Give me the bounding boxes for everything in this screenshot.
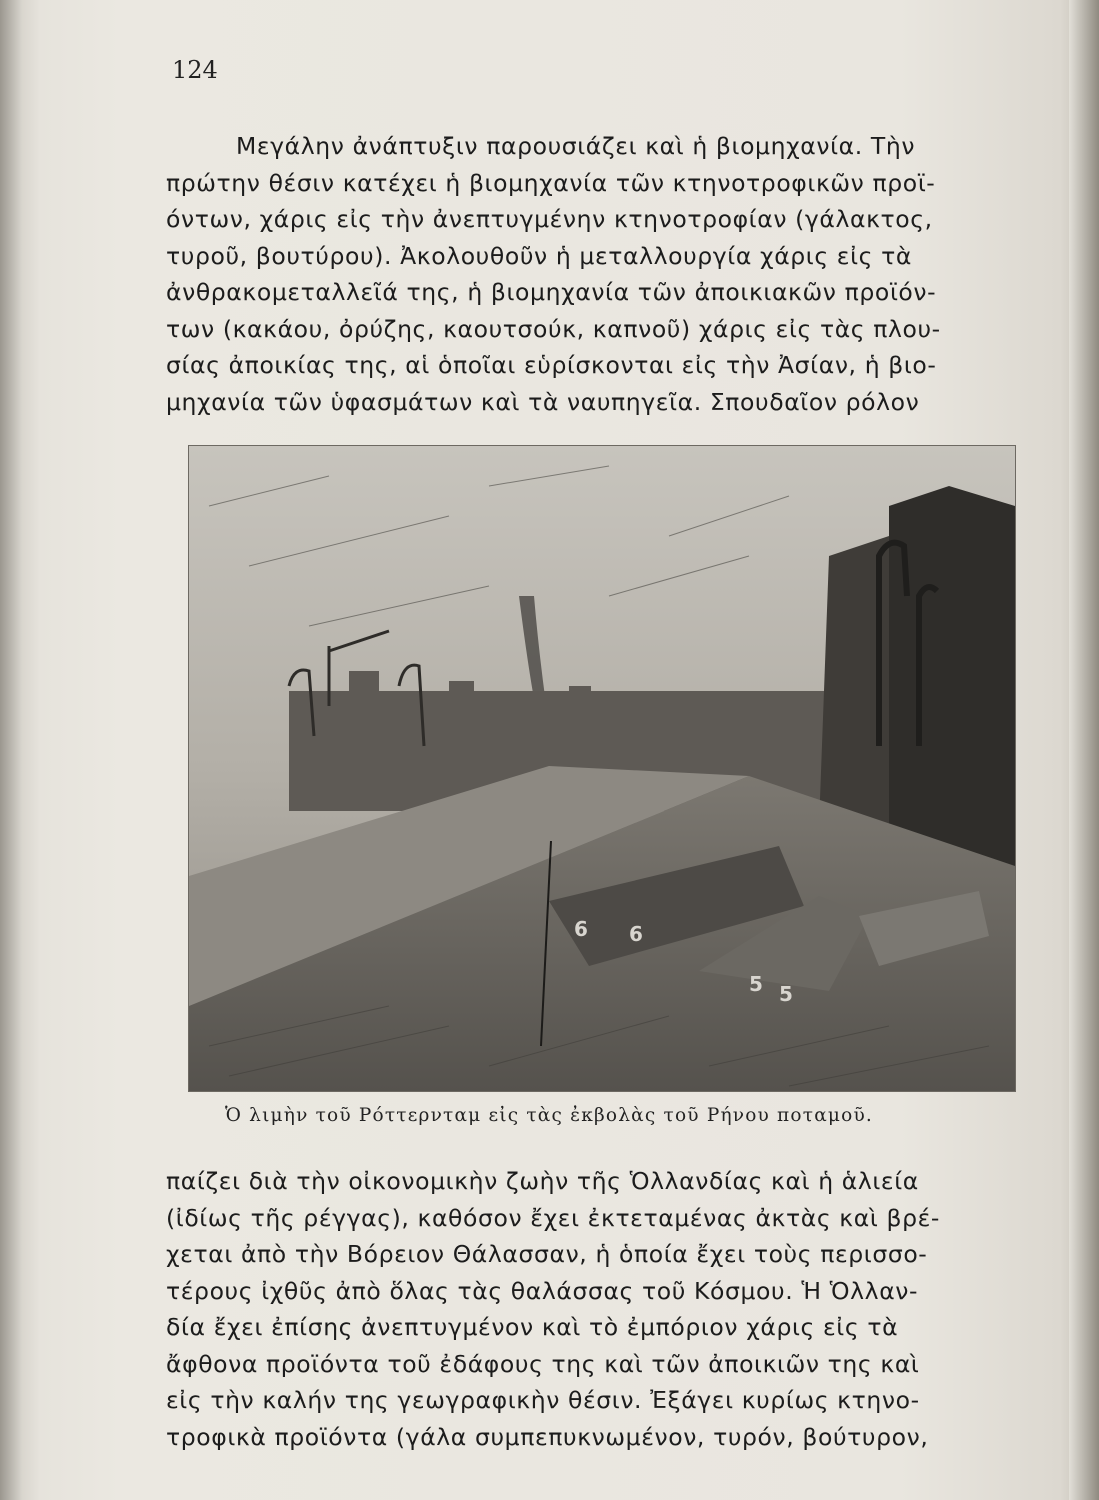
text-line: χεται ἀπὸ τὴν Βόρειον Θάλασσαν, ἡ ὁποία ἔχει τοὺς περισσο-: [166, 1240, 928, 1268]
text-line: όντων, χάρις εἰς τὴν ἀνεπτυγμένην κτηνοτροφίαν (γάλακτος,: [166, 205, 933, 233]
page-number: 124: [172, 56, 218, 84]
barge-number-5b: 5: [779, 982, 793, 1006]
text-line: τροφικὰ προϊόντα (γάλα συμπεπυκνωμένον, τυρόν, βούτυρον,: [166, 1422, 929, 1451]
text-line: τέρους ἰχθῦς ἀπὸ ὅλας τὰς θαλάσσας τοῦ Κόσμου. Ἡ Ὁλλαν-: [166, 1276, 919, 1305]
figure-caption: Ὁ λιμὴν τοῦ Ρόττερνταμ εἰς τὰς ἐκβολὰς τοῦ Ρήνου ποταμοῦ.: [225, 1105, 873, 1126]
text-line: σίας ἀποικίας της, αἱ ὁποῖαι εὑρίσκονται εἰς τὴν Ἀσίαν, ἡ βιο-: [166, 351, 937, 379]
text-line: τυροῦ, βουτύρου). Ἀκολουθοῦν ἡ μεταλλουργία χάρις εἰς τὰ: [166, 241, 912, 270]
text-line: εἰς τὴν καλήν της γεωγραφικὴν θέσιν. Ἐξάγει κυρίως κτηνο-: [166, 1386, 920, 1414]
text-line: των (κακάου, ὀρύζης, καουτσούκ, καπνοῦ) χάρις εἰς τὰς πλου-: [166, 314, 941, 343]
text-line: πρώτην θέσιν κατέχει ἡ βιομηχανία τῶν κτηνοτροφικῶν προϊ-: [166, 168, 936, 197]
rotterdam-harbor-photo: [188, 445, 1016, 1092]
page-edge-shadow: [1069, 0, 1099, 1500]
text-line: παίζει διὰ τὴν οἰκονομικὴν ζωὴν τῆς Ὁλλανδίας καὶ ἡ ἁλιεία: [166, 1167, 919, 1195]
paragraph-commerce: [166, 1163, 1070, 1455]
text-line: μηχανία τῶν ὑφασμάτων καὶ τὰ ναυπηγεῖα. Σπουδαῖον ρόλον: [166, 387, 920, 416]
barge-number-6a: 6: [574, 917, 588, 941]
barge-number-5a: 5: [749, 972, 763, 996]
paragraph-industry: [166, 128, 1070, 420]
text-line: ἀνθρακομεταλλεῖά της, ἡ βιομηχανία τῶν ἀποικιακῶν προϊόν-: [166, 278, 937, 306]
text-line: (ἰδίως τῆς ρέγγας), καθόσον ἔχει ἐκτεταμένας ἀκτὰς καὶ βρέ-: [166, 1203, 940, 1232]
barge-number-6b: 6: [629, 922, 643, 946]
text-line: ἄφθονα προϊόντα τοῦ ἐδάφους της καὶ τῶν ἀποικιῶν της καὶ: [166, 1349, 920, 1378]
text-line: δία ἔχει ἐπίσης ἀνεπτυγμένον καὶ τὸ ἐμπόριον χάρις εἰς τὰ: [166, 1313, 899, 1341]
text-line: Μεγάλην ἀνάπτυξιν παρουσιάζει καὶ ἡ βιομηχανία. Τὴν: [236, 132, 916, 160]
binding-shadow: [0, 0, 22, 1500]
